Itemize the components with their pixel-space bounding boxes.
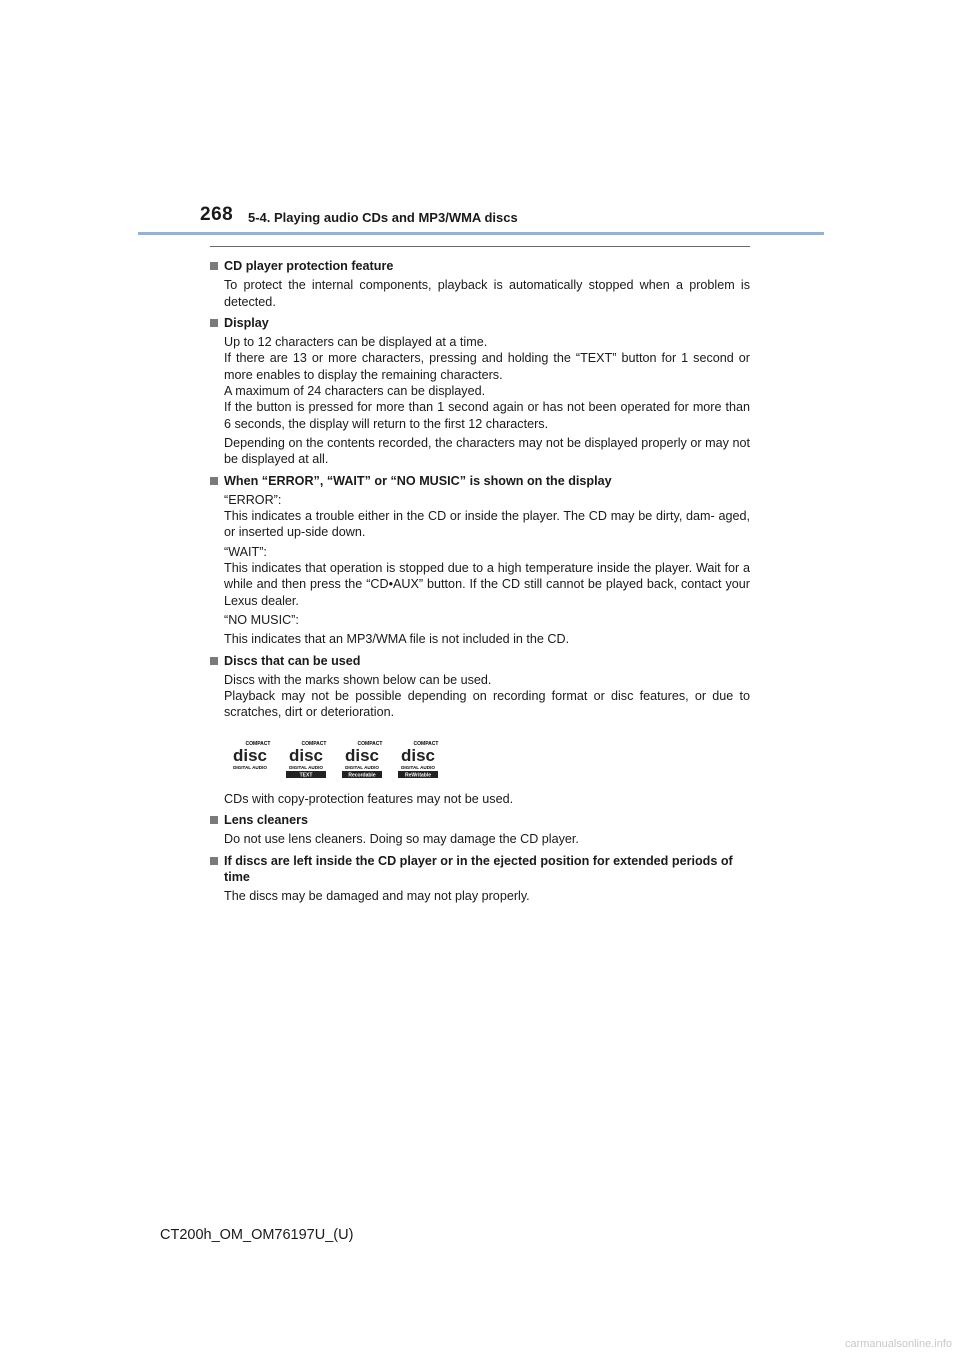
topic-heading [210, 812, 750, 828]
paragraph [210, 334, 750, 432]
square-bullet-icon [210, 816, 218, 824]
disc-logo-main-text: disc [400, 745, 436, 765]
square-bullet-icon [210, 477, 218, 485]
paragraph [210, 492, 750, 541]
paragraph [210, 831, 750, 847]
disc-logo-main-text: disc [288, 745, 324, 765]
topic-heading [210, 473, 750, 489]
disc-logo-bottom-text: DIGITAL AUDIO [289, 764, 323, 770]
paragraph-line: If the button is pressed for more than 1 second again or has not been operated for more than 6 seconds, the display will return to the first 12 characters. [224, 400, 750, 431]
compact-disc-logo-icon [228, 739, 272, 779]
paragraph [210, 544, 750, 609]
topic-title: Discs that can be used [224, 653, 361, 668]
topic-section [210, 315, 750, 468]
paragraph-line: “WAIT”: [224, 544, 267, 559]
footer-manual-code: CT200h_OM_OM76197U_(U) [160, 1227, 354, 1243]
topic-heading [210, 653, 750, 669]
paragraph-line: This indicates that an MP3/WMA file is not included in the CD. [224, 632, 570, 647]
header-rule [138, 232, 824, 235]
paragraph [210, 631, 750, 647]
topic-title: Lens cleaners [224, 813, 309, 828]
page-number: 268 [200, 204, 234, 225]
paragraph-line: The discs may be damaged and may not play properly. [224, 889, 530, 904]
disc-logo-sub-text: TEXT [299, 772, 313, 779]
compact-disc-logo-icon [396, 739, 440, 779]
topic-heading [210, 853, 750, 886]
paragraph-line: This indicates a trouble either in the CD or inside the player. The CD may be dirty, dam- aged, or inserted up-side down. [224, 509, 750, 540]
disc-logo-main-text: disc [344, 745, 380, 765]
compact-disc-logo-icon [284, 739, 328, 779]
disc-logo-sub-text: ReWritable [404, 772, 432, 779]
topic-title: CD player protection feature [224, 259, 394, 273]
paragraph-line: “ERROR”: [224, 492, 282, 507]
disc-logo-row [210, 739, 750, 779]
page-content [210, 258, 750, 910]
paragraph [210, 612, 750, 628]
topic-section [210, 473, 750, 648]
disc-logo-bottom-text: DIGITAL AUDIO [233, 764, 267, 770]
paragraph-line: Discs with the marks shown below can be used. [224, 672, 492, 687]
watermark: carmanualsonline.info [844, 1338, 952, 1350]
topic-title: If discs are left inside the CD player or in the ejected position for extended periods of time [224, 853, 733, 884]
disc-logo-bottom-text: DIGITAL AUDIO [401, 764, 435, 770]
compact-disc-logo-icon [340, 739, 384, 779]
page-header [0, 0, 960, 240]
paragraph-line: To protect the internal components, playback is automatically stopped when a problem is detected. [224, 278, 750, 309]
square-bullet-icon [210, 319, 218, 327]
square-bullet-icon [210, 262, 218, 270]
paragraph-line: Do not use lens cleaners. Doing so may damage the CD player. [224, 832, 579, 847]
paragraph [210, 277, 750, 310]
disc-logo-top-text: COMPACT [413, 740, 439, 747]
section-title: 5-4. Playing audio CDs and MP3/WMA discs [248, 210, 518, 225]
topic-title: When “ERROR”, “WAIT” or “NO MUSIC” is shown on the display [224, 473, 612, 488]
disc-logo-top-text: COMPACT [301, 740, 327, 747]
paragraph [210, 435, 750, 468]
paragraph: CDs with copy-protection features may not be used. [224, 791, 514, 806]
paragraph-line: A maximum of 24 characters can be displayed. [224, 384, 486, 399]
paragraph-line: “NO MUSIC”: [224, 612, 299, 627]
topic-title: Display [224, 315, 269, 330]
paragraph-line: Playback may not be possible depending on recording format or disc features, or due to scratches, dirt or deterioration. [224, 689, 750, 720]
topic-heading [210, 258, 750, 274]
topic-section [210, 812, 750, 848]
disc-logo-bottom-text: DIGITAL AUDIO [345, 764, 379, 770]
paragraph [210, 888, 750, 904]
disc-logo-sub-text: Recordable [348, 772, 376, 779]
paragraph-line: Depending on the contents recorded, the characters may not be displayed properly or may not be displayed at all. [224, 435, 750, 467]
topic-heading [210, 315, 750, 331]
paragraph [210, 672, 750, 721]
topic-section [210, 653, 750, 807]
paragraph-line: If there are 13 or more characters, pressing and holding the “TEXT” button for 1 second or more enables to display the remaining characters. [224, 351, 750, 382]
topic-section [210, 258, 750, 310]
content-divider [210, 246, 750, 247]
square-bullet-icon [210, 857, 218, 865]
topic-section [210, 853, 750, 905]
square-bullet-icon [210, 657, 218, 665]
paragraph-line: This indicates that operation is stopped due to a high temperature inside the player. Wait for a while and then press the “CD•AUX” button. If the CD still cannot be played back, contact your Lexus dealer. [224, 561, 750, 608]
paragraph-line: Up to 12 characters can be displayed at a time. [224, 335, 488, 350]
disc-logo-top-text: COMPACT [357, 740, 383, 747]
disc-logo-main-text: disc [232, 745, 268, 765]
disc-logo-top-text: COMPACT [245, 740, 271, 747]
